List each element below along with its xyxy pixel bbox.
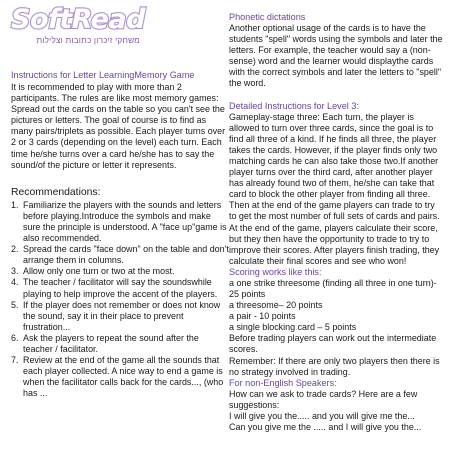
logo <box>11 0 229 56</box>
list-item: 4. The teacher / facilitator will say the soundswhile playing to help improve the accent of the players. <box>11 277 218 299</box>
scoring-line: a pair - 10 points <box>229 311 296 322</box>
list-item: 7. Review at the end of the game all the sounds that each player collected. A nice way to end a game is when the facilitator calls back for the cards..., (who has ... <box>11 355 224 399</box>
scoring-heading: Scoring works like this: <box>229 266 322 277</box>
scoring-line: a single blocking card – 5 points <box>229 322 357 333</box>
scoring-line: Before trading players can work out the intermediate scores. <box>229 333 437 355</box>
non-english-line: I will give you the..... and you will give me the... <box>229 410 415 421</box>
scoring-line: a one strike threesome (finding all three in one turn)- 25 points <box>229 277 437 299</box>
letter-game-heading: Instructions for Letter LearningMemory Game <box>11 70 195 80</box>
non-english-body: How can we ask to trade cards? Here are a few suggestions: <box>229 388 418 410</box>
scoring-line: a threesome– 20 points <box>229 300 323 311</box>
recommendations-heading: Recommendations: <box>11 186 101 198</box>
non-english-heading: For non-English Speakers: <box>229 377 337 388</box>
list-item: 2. Spread the cards "face down" on the table and don't arrange them in columns. <box>11 244 229 266</box>
level3-body: Gameplay-stage three: Each turn, the player is allowed to turn over three cards, since the goal is to find all three of a kind. If he finds all three, the player takes the cards. However, if the player finds only two matching cards he can also take those two.If another player turns over the third card, after another player has already found two of them, he/she can take that card to block the other player from finding all three. Then at the end of the game players can trade to try to get the most number of full sets of cards and pairs. At the end of the game, players calculate their score, but they then have the opportunity to trade to try to improve their scores. After players finish trading, they calculate their final scores and see who won! <box>229 111 440 266</box>
level3-heading: Detailed Instructions for Level 3: <box>229 100 359 111</box>
letter-game-body: It is recommended to play with more than 2 participants. The rules are like most memory games: Spread out the cards on the table so you can't see the pictures or letters. The goal of course is to find as many pairs/triplets as possible. Each player turns over 2 or 3 cards (depending on the level) each turn. Each time he/she turns over a card he/she has to say the sound/of the picture or letter it represents. <box>11 82 226 170</box>
list-item: 1. Familiarize the players with the sounds and letters before playing.Introduce the symbols and make sure the principle is understood. A "face up"game is also recommended. <box>11 199 227 244</box>
recommendations-list <box>11 200 229 400</box>
left-column <box>11 0 229 399</box>
non-english-line: Can you give me the ..... and I will give you the... <box>229 422 422 432</box>
scoring-line: Remember: If there are only two players then there is no strategy involved in trading. <box>229 355 440 377</box>
list-item: 6. Ask the players to repeat the sound after the teacher / facilitator. <box>11 332 199 354</box>
logo-wordmark: SoftRead <box>11 4 145 35</box>
logo-tagline: משחקי זיכרון כתובות וצלילות <box>36 36 140 45</box>
phonetic-body: Another optional usage of the cards is to have the students "spell" words using the symbols and later the letters. For example, the teacher would say a (non-sense) word and the learner would displaythe cards with the correct symbols and later the letters to "spell" the word. <box>229 23 443 89</box>
phonetic-heading: Phonetic dictations <box>229 12 306 22</box>
right-column <box>229 12 443 433</box>
list-item: 3. Allow only one turn or two at the most. <box>11 266 175 277</box>
list-item: 5. If the player does not remember or does not know the sound, say it in their place to prevent frustration... <box>11 299 221 332</box>
